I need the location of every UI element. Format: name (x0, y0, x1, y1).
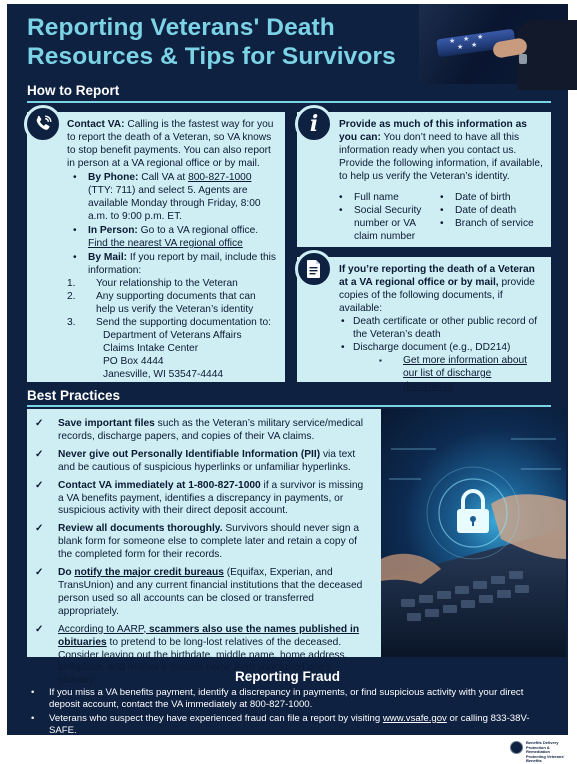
contact-intro-text: Calling is the fastest way for you to report the death of a Veteran, so VA knows to stop benefit payments. You can also report in person at a VA regional office or by mail. (67, 119, 274, 169)
section-divider (27, 405, 551, 407)
logo-text (526, 741, 574, 764)
title-line-1: Reporting Veterans' Death (27, 14, 335, 41)
list-text: Send the supporting documentation to: (96, 317, 272, 328)
phone-number-link[interactable]: 800-827-1000 (188, 172, 252, 183)
laptop-security-photo (381, 409, 566, 657)
info-intro (339, 118, 543, 183)
list-item: • Discharge document (e.g., DD214) (339, 341, 543, 354)
practice-text: via text and be cautious of suspicious hyperlinks or unfamiliar hyperlinks. (58, 448, 356, 473)
star-icon: ★ (457, 44, 464, 51)
star-icon: ★ (449, 38, 456, 45)
practice-text: such as the Veteran’s military service/medical records, discharge papers, and copies of their VA claims. (58, 418, 363, 442)
bdpr-logo (510, 740, 570, 764)
list-item: • Date of death (440, 204, 560, 217)
by-mail-item (67, 251, 277, 277)
list-number: 1. (67, 278, 76, 289)
star-icon: ★ (471, 42, 478, 49)
list-item: • Date of birth (440, 191, 560, 204)
page-title (27, 13, 447, 71)
star-icon: ★ (477, 34, 484, 41)
practice-item (35, 449, 371, 475)
practice-text: Survivors should never sign a blank form for someone else to complete later and retain a copy of the completed form for their records. (58, 523, 359, 561)
reporting-fraud-heading: Reporting Fraud (235, 669, 340, 684)
practice-item (35, 480, 371, 519)
flyer (7, 4, 568, 735)
address-line: Department of Veterans Affairs (103, 330, 242, 341)
best-practices-list (35, 418, 371, 693)
info-list (339, 191, 543, 251)
practice-item (35, 418, 371, 444)
list-item: • Social Security number or VA claim number (339, 204, 431, 243)
info-column-2 (440, 191, 560, 230)
check-icon: ✓ (35, 523, 44, 535)
check-icon: ✓ (35, 418, 44, 429)
how-to-report-heading: How to Report (27, 83, 120, 98)
mail-list-item (67, 277, 277, 290)
contact-intro (67, 118, 277, 170)
practice-text: if a survivor is missing a VA benefits payment, identifies a discrepancy in payments, or suspicious activity with their direct deposit account. (58, 479, 364, 517)
info-lead: Provide as much of this information as you can: (339, 119, 527, 143)
contact-va-box (27, 112, 285, 382)
fraud-text: Veterans who suspect they have experienced fraud can file a report by visiting (49, 712, 381, 724)
mailing-address (67, 329, 277, 381)
info-text: You don’t need to have all this information ready when you contact us. Provide the following information, if available, to help us verify the Veteran’s identity. (339, 132, 543, 182)
practice-bold: scammers also use the names published in obituaries (58, 623, 360, 648)
practice-bold: Never give out Personally Identifiable Information (PII) (58, 448, 321, 460)
mail-label: By Mail: (88, 252, 128, 263)
information-box (297, 112, 551, 247)
check-icon: ✓ (35, 623, 44, 635)
regional-office-link[interactable]: Find the nearest VA regional office (88, 238, 243, 249)
info-column-1 (339, 191, 431, 243)
mail-text: If you report by mail, include this information: (88, 252, 276, 276)
practice-item (35, 523, 371, 562)
office-intro (339, 263, 543, 315)
phone-text-a: Call VA at (141, 172, 186, 183)
list-number: 3. (67, 317, 76, 328)
best-practices-heading: Best Practices (27, 388, 121, 403)
seal-icon (510, 741, 523, 754)
address-line: Janesville, WI 53547-4444 (103, 369, 224, 380)
practice-bold: Review all documents thoroughly. (58, 523, 223, 535)
reporting-fraud-list (27, 687, 547, 739)
vsafe-link[interactable]: www.vsafe.gov (382, 712, 447, 724)
fraud-item: • If you miss a VA benefits payment, identify a discrepancy in payments, or find suspicious activity with your direct deposit account, contact the VA immediately at 800-827-1000. (27, 687, 547, 712)
title-line-2: Resources & Tips for Survivors (27, 43, 396, 70)
discharge-documents-item (339, 354, 543, 393)
fraud-item (27, 713, 547, 738)
office-lead: If you’re reporting the death of a Veteran at a VA regional office or by mail, (339, 264, 535, 288)
logo-line: Protection & Remediation (526, 744, 551, 755)
watch (519, 54, 527, 64)
discharge-documents-link[interactable]: Get more information about our list of discharge documents (403, 355, 528, 392)
list-text: Your relationship to the Veteran (96, 278, 238, 289)
folded-flag-photo (419, 4, 568, 84)
section-divider (27, 101, 551, 103)
address-line: Claims Intake Center (103, 343, 199, 354)
practice-text: to pretend to be long-lost relatives of the deceased. Consider leaving out the birthdate, middle name, home address, birthplace, and mother’s maiden name from your loved one’s obituary. (58, 636, 348, 687)
practice-bold: Contact VA immediately at 1-800-827-1000 (58, 479, 261, 491)
document-icon (295, 250, 333, 288)
mail-list-item (67, 290, 277, 316)
check-icon: ✓ (35, 479, 44, 491)
person-label: In Person: (88, 225, 138, 236)
logo-line: Protecting Veterans' Benefits (526, 753, 565, 764)
practice-pre: According to AARP, (58, 623, 149, 635)
in-person-item (67, 224, 277, 250)
logo-line: Benefits Delivery (526, 740, 559, 745)
list-text: Any supporting documents that can help us verify the Veteran’s identity (96, 291, 256, 315)
office-text: provide copies of the following documents, if available: (339, 277, 535, 314)
documents-box (297, 257, 551, 392)
person-text: Go to a VA regional office. (140, 225, 259, 236)
address-line: PO Box 4444 (103, 356, 164, 367)
practice-bold: Save important files (58, 418, 155, 429)
mail-list-item (67, 316, 277, 329)
star-icon: ★ (463, 36, 470, 43)
list-item: • Death certificate or other public record of the Veteran’s death (339, 315, 543, 341)
info-icon: i (295, 105, 333, 143)
phone-icon (24, 105, 62, 143)
contact-lead: Contact VA: (67, 119, 125, 130)
practice-item (35, 567, 371, 619)
practice-pre: Do (58, 567, 75, 579)
phone-text-b: (TTY: 711) and select 5. Agents are available Monday through Friday, 8:00 a.m. to 9:00 p.m. ET. (88, 185, 261, 222)
practice-text: (Equifax, Experian, and TransUnion) and any current financial institutions that the deceased person used so all accounts can be closed or transferred appropriately. (58, 567, 363, 617)
check-icon: ✓ (35, 448, 44, 460)
list-item: • Full name (339, 191, 431, 204)
phone-label: By Phone: (88, 172, 139, 183)
practice-bold: notify the major credit bureaus (74, 567, 224, 579)
fraud-text: or calling 833-38V-SAFE. (49, 712, 530, 737)
by-phone-item (67, 171, 277, 223)
list-item: • Branch of service (440, 217, 560, 230)
list-number: 2. (67, 291, 76, 302)
check-icon: ✓ (35, 567, 44, 579)
